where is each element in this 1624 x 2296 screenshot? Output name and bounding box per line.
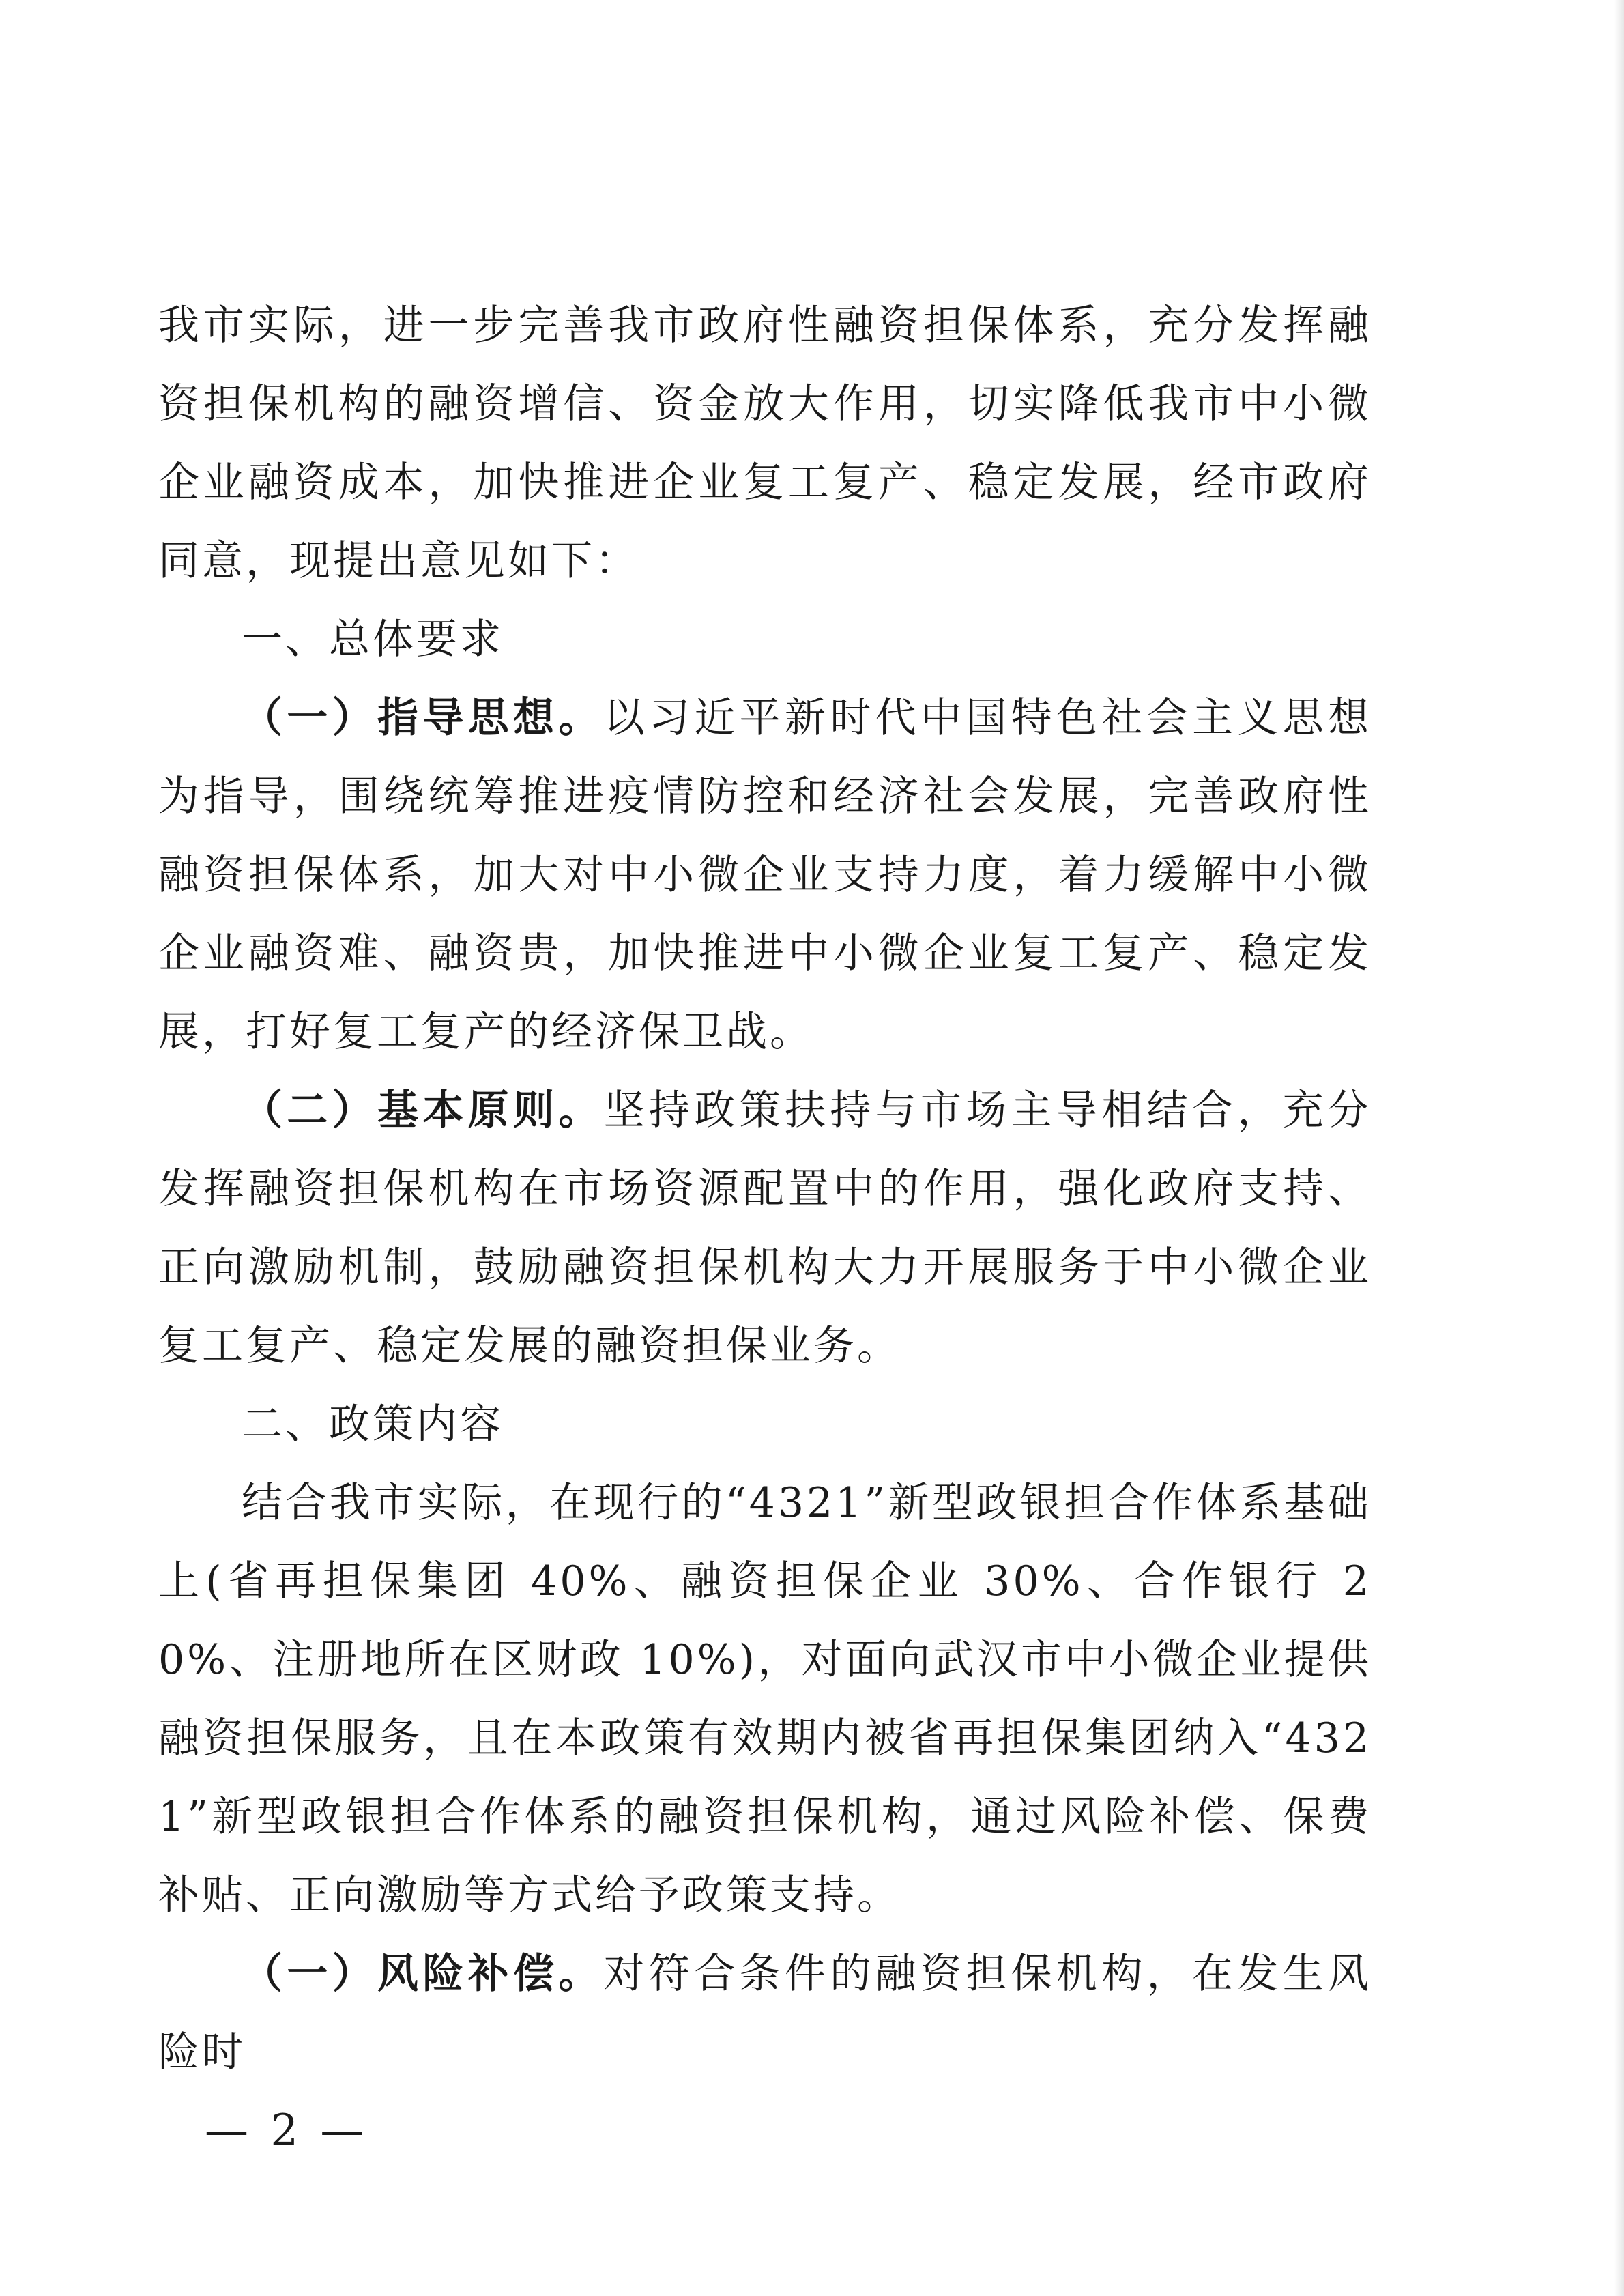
basic-principles-lead: （二）基本原则。: [242, 1087, 604, 1134]
guiding-ideology-text: 以习近平新时代中国特色社会主义思想为指导，围绕统筹推进疫情防控和经济社会发展，完善政府性融资担保体系，加大对中小微企业支持力度，着力缓解中小微企业融资难、融资贵，加快推进中小微企业复工复产、稳定发展，打好复工复产的经济保卫战。: [158, 694, 1372, 1056]
risk-compensation-paragraph: [158, 1935, 1372, 2092]
guiding-ideology-lead: （一）指导思想。: [242, 694, 604, 742]
document-body: [158, 287, 1372, 2092]
section-heading-2-text: 二、政策内容: [242, 1401, 504, 1448]
section-heading-1: [158, 601, 1372, 679]
page-number: — 2 —: [205, 2106, 368, 2156]
policy-content-paragraph: [158, 1464, 1372, 1935]
section-heading-2: [158, 1386, 1372, 1464]
page-edge-shadow: [1614, 0, 1624, 2296]
policy-content-text: 结合我市实际，在现行的“4321”新型政银担合作体系基础上(省再担保集团 40%、融资担保企业 30%、合作银行 20%、注册地所在区财政 10%)，对面向武汉市中小微企业提供融资担保服务，且在本政策有效期内被省再担保集团纳入“4321”新型政银担合作体系的融资担保机构，通过风险补偿、保费补贴、正向激励等方式给予政策支持。: [158, 1479, 1372, 1919]
basic-principles-paragraph: [158, 1072, 1372, 1386]
intro-text: 我市实际，进一步完善我市政府性融资担保体系，充分发挥融资担保机构的融资增信、资金放大作用，切实降低我市中小微企业融资成本，加快推进企业复工复产、稳定发展，经市政府同意，现提出意见如下：: [158, 302, 1372, 585]
risk-compensation-lead: （一）风险补偿。: [242, 1950, 604, 1998]
guiding-ideology-paragraph: [158, 679, 1372, 1072]
intro-paragraph: [158, 287, 1372, 601]
risk-compensation-text: 对符合条件的融资担保机构，在发生风险时: [158, 1950, 1372, 2076]
basic-principles-text: 坚持政策扶持与市场主导相结合，充分发挥融资担保机构在市场资源配置中的作用，强化政府支持、正向激励机制，鼓励融资担保机构大力开展服务于中小微企业复工复产、稳定发展的融资担保业务。: [158, 1087, 1372, 1370]
section-heading-1-text: 一、总体要求: [242, 616, 504, 663]
